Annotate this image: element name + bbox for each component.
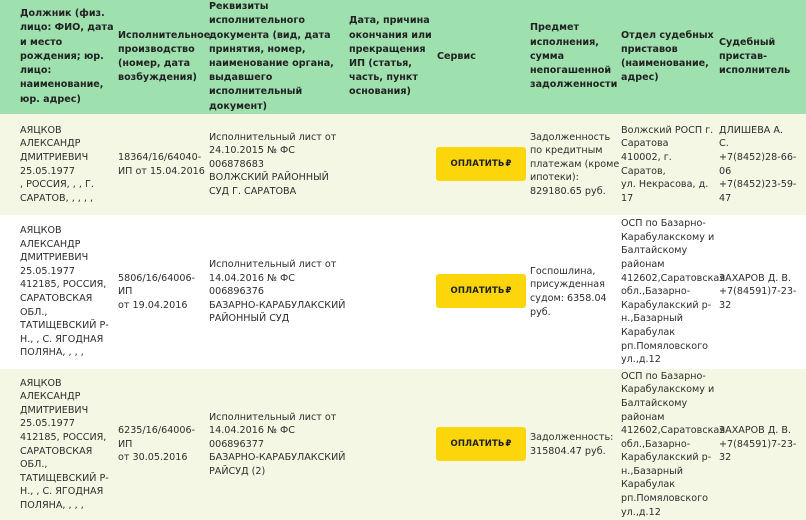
- bailiff-cell: ДЛИШЕВА А. С. +7(8452)28-66- 06 +7(8452)23-59- 47: [719, 124, 797, 204]
- ruble-icon: ₽: [505, 159, 512, 169]
- column-header-end-date: Дата, причина окончания или прекращения ИП (статья, часть, пункт основания): [349, 15, 432, 98]
- column-header-bailiff: Судебный пристав-исполнитель: [719, 36, 791, 77]
- pay-button-label: ОПЛАТИТЬ: [450, 439, 505, 449]
- pay-button[interactable]: [436, 274, 526, 308]
- column-header-document: Реквизиты исполнительного документа (вид, дата принятия, номер, наименование органа, выдавшего исполнительный документ): [209, 1, 334, 112]
- column-header-proceeding: Исполнительное производство (номер, дата возбуждения): [118, 29, 211, 84]
- table-row: [0, 114, 806, 215]
- subject-cell: Задолженность: 315804.47 руб.: [530, 431, 614, 457]
- debtor-cell: АЯЦКОВ АЛЕКСАНДР ДМИТРИЕВИЧ 25.05.1977 412185, РОССИЯ, САРАТОВСКАЯ ОБЛ., ТАТИЩЕВСКИЙ Р- Н., , С. ЯГОДНАЯ ПОЛЯНА, , , ,: [20, 377, 109, 511]
- proceeding-cell: 6235/16/64006-ИП от 30.05.2016: [118, 425, 196, 464]
- column-header-subject: Предмет исполнения, сумма непогашенной задолженности: [530, 22, 618, 91]
- ruble-icon: ₽: [505, 439, 512, 449]
- bailiff-cell: ЗАХАРОВ Д. В. +7(84591)7-23- 32: [719, 425, 797, 464]
- ruble-icon: ₽: [505, 286, 512, 296]
- pay-button[interactable]: [436, 427, 526, 461]
- table-header: [0, 0, 806, 114]
- pay-button-label: ОПЛАТИТЬ: [450, 286, 505, 296]
- column-header-debtor: Должник (физ. лицо: ФИО, дата и место рождения; юр. лицо: наименование, юр. адрес): [20, 8, 114, 105]
- end-date-cell: [349, 369, 434, 520]
- debtor-cell: АЯЦКОВ АЛЕКСАНДР ДМИТРИЕВИЧ 25.05.1977 412185, РОССИЯ, САРАТОВСКАЯ ОБЛ., ТАТИЩЕВСКИЙ Р- Н., , С. ЯГОДНАЯ ПОЛЯНА, , , ,: [20, 225, 109, 359]
- bailiff-cell: ЗАХАРОВ Д. В. +7(84591)7-23- 32: [719, 272, 797, 311]
- subject-cell: Задолженность по кредитным платежам (кроме ипотеки): 829180.65 руб.: [530, 131, 620, 197]
- column-header-service: Сервис: [437, 50, 476, 62]
- department-cell: ОСП по Базарно- Карабулакскому и Балтайскому районам 412602,Саратовская обл.,Базарно- Карабулакский р- н.,Базарный Карабулак рп.Помяловского ул.,д.12: [621, 370, 726, 518]
- end-date-cell: [349, 215, 434, 369]
- pay-button-label: ОПЛАТИТЬ: [450, 159, 505, 169]
- document-cell: Исполнительный лист от 24.10.2015 № ФС 006878683 ВОЛЖСКИЙ РАЙОННЫЙ СУД Г. САРАТОВА: [209, 131, 337, 197]
- table-row: [0, 215, 806, 369]
- department-cell: Волжский РОСП г. Саратова 410002, г. Саратов, ул. Некрасова, д. 17: [621, 124, 714, 204]
- document-cell: Исполнительный лист от 14.04.2016 № ФС 006896377 БАЗАРНО-КАРАБУЛАКСКИЙ РАЙСУД (2): [209, 411, 346, 477]
- proceeding-cell: 5806/16/64006-ИП от 19.04.2016: [118, 272, 196, 311]
- subject-cell: Госпошлина, присужденная судом: 6358.04 руб.: [530, 265, 607, 318]
- department-cell: ОСП по Базарно- Карабулакскому и Балтайскому районам 412602,Саратовская обл.,Базарно- Карабулакский р- н.,Базарный Карабулак рп.Помяловского ул.,д.12: [621, 218, 726, 366]
- column-header-department: Отдел судебных приставов (наименование, адрес): [621, 29, 714, 84]
- pay-button[interactable]: [436, 147, 526, 181]
- debtor-cell: АЯЦКОВ АЛЕКСАНДР ДМИТРИЕВИЧ 25.05.1977 , РОССИЯ, , , Г. САРАТОВ, , , , ,: [20, 124, 94, 204]
- end-date-cell: [349, 114, 434, 215]
- document-cell: Исполнительный лист от 14.04.2016 № ФС 006896376 БАЗАРНО-КАРАБУЛАКСКИЙ РАЙОННЫЙ СУД: [209, 259, 346, 325]
- proceeding-cell: 18364/16/64040- ИП от 15.04.2016: [118, 151, 205, 177]
- table-row: [0, 369, 806, 520]
